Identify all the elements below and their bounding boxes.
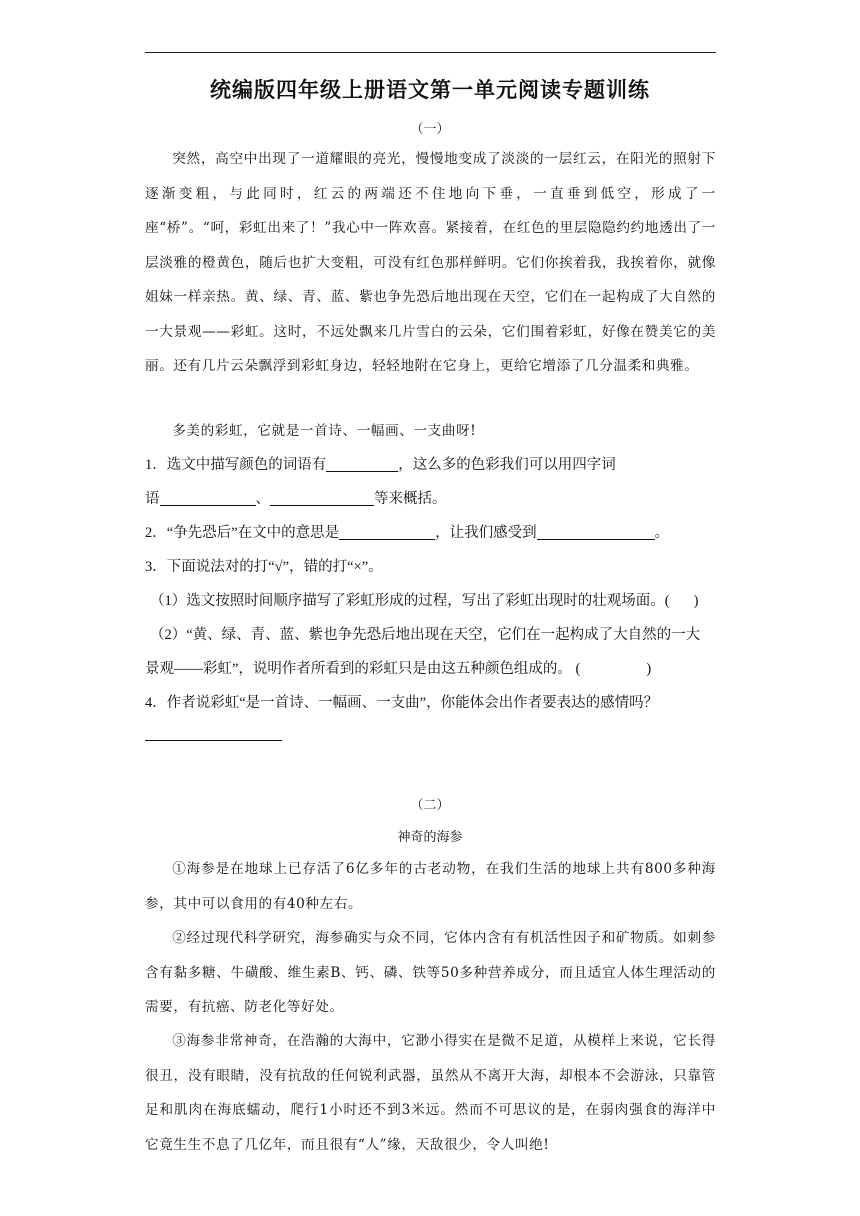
question-2 (145, 516, 725, 550)
question-3-item-1-text: （1）选文按照时间顺序描写了彩虹形成的过程，写出了彩虹出现时的壮观场面。( (150, 593, 670, 609)
question-1-text-d: 、 (255, 491, 270, 507)
question-2-blank-2[interactable] (537, 523, 655, 540)
section-1-label: （一） (410, 122, 450, 137)
document-title: 统编版四年级上册语文第一单元阅读专题训练 (210, 78, 650, 102)
question-3-item-2-text: 景观——彩虹”，说明作者所看到的彩虹只是由这五种颜色组成的。 ( (145, 661, 581, 677)
question-1-text-e: 等来概括。 (374, 491, 447, 507)
question-2-blank-1[interactable] (339, 523, 435, 540)
question-3-item-2-line-1: （2）“黄、绿、青、蓝、紫也争先恐后地出现在天空，它们在一起构成了大自然的一大 (150, 627, 701, 643)
question-4: 4．作者说彩虹“是一首诗、一幅画、一支曲”，你能体会出作者要表达的感情吗？ (145, 695, 659, 711)
question-3-item-1 (150, 584, 730, 618)
section-2-label: （二） (410, 798, 450, 813)
question-3-item-2-close: ) (646, 661, 652, 677)
header-rule (145, 52, 716, 53)
question-3-item-2-line-2 (145, 652, 725, 686)
question-1-line-1 (145, 448, 725, 482)
question-2-text-a: 2．“争先恐后”在文中的意思是 (145, 525, 340, 541)
passage-2-paragraph-1: ①海参是在地球上已存活了6亿多年的古老动物，在我们生活的地球上共有800多种海参，其中可以食用的有40种左右。 (145, 861, 716, 912)
passage-2-paragraph-2: ②经过现代科学研究，海参确实与众不同，它体内含有有机活性因子和矿物质。如刺参含有黏多糖、牛磺酸、维生素B、钙、磷、铁等50多种营养成分，而且适宜人体生理活动的需要，有抗癌、防老化等好处。 (145, 930, 716, 1015)
question-3-item-1-close: ) (693, 593, 699, 609)
question-1-blank-3[interactable] (270, 489, 374, 506)
question-1-blank-1[interactable] (326, 455, 398, 472)
question-1-blank-2[interactable] (160, 489, 256, 506)
question-3: 3．下面说法对的打“√”，错的打“×”。 (145, 559, 383, 575)
passage-1-paragraph-2: 多美的彩虹，它就是一首诗、一幅画、一支曲呀! (172, 423, 477, 439)
passage-1-paragraph-1: 突然，高空中出现了一道耀眼的亮光，慢慢地变成了淡淡的一层红云，在阳光的照射下逐渐变粗，与此同时，红云的两端还不住地向下垂，一直垂到低空，形成了一座“桥”。“呵，彩虹出来了！”我心中一阵欢喜。紧接着，在红色的里层隐隐约约地透出了一层淡雅的橙黄色，随后也扩大变粗，可没有红色那样鲜明。它们你挨着我，我挨着你，就像姐妹一样亲热。黄、绿、青、蓝、紫也争先恐后地出现在天空，它们在一起构成了大自然的一大景观——彩虹。这时，不远处飘来几片雪白的云朵，它们围着彩虹，好像在赞美它的美丽。还有几片云朵飘浮到彩虹身边，轻轻地附在它身上，更给它增添了几分温柔和典雅。 (145, 151, 716, 374)
passage-2-paragraph-3: ③海参非常神奇，在浩瀚的大海中，它渺小得实在是微不足道，从模样上来说，它长得很丑，没有眼睛，没有抗敌的任何锐利武器，虽然从不离开大海，却根本不会游泳，只靠管足和肌肉在海底蠕动，爬行1小时还不到3米远。然而不可思议的是，在弱肉强食的海洋中它竟生生不息了几亿年，而且很有“人”缘，天敌很少，令人叫绝! (145, 1033, 716, 1153)
question-1-line-2 (145, 482, 725, 516)
question-1-text-a: 1．选文中描写颜色的词语有 (145, 457, 327, 473)
question-1-text-b: ，这么多的色彩我们可以用四字词 (398, 457, 616, 473)
question-2-text-c: 。 (654, 525, 670, 541)
question-1-text-c: 语 (145, 491, 160, 507)
section-2-subtitle: 神奇的海参 (397, 830, 463, 845)
question-4-answer-line[interactable] (145, 740, 282, 741)
question-2-text-b: ，让我们感受到 (435, 525, 537, 541)
